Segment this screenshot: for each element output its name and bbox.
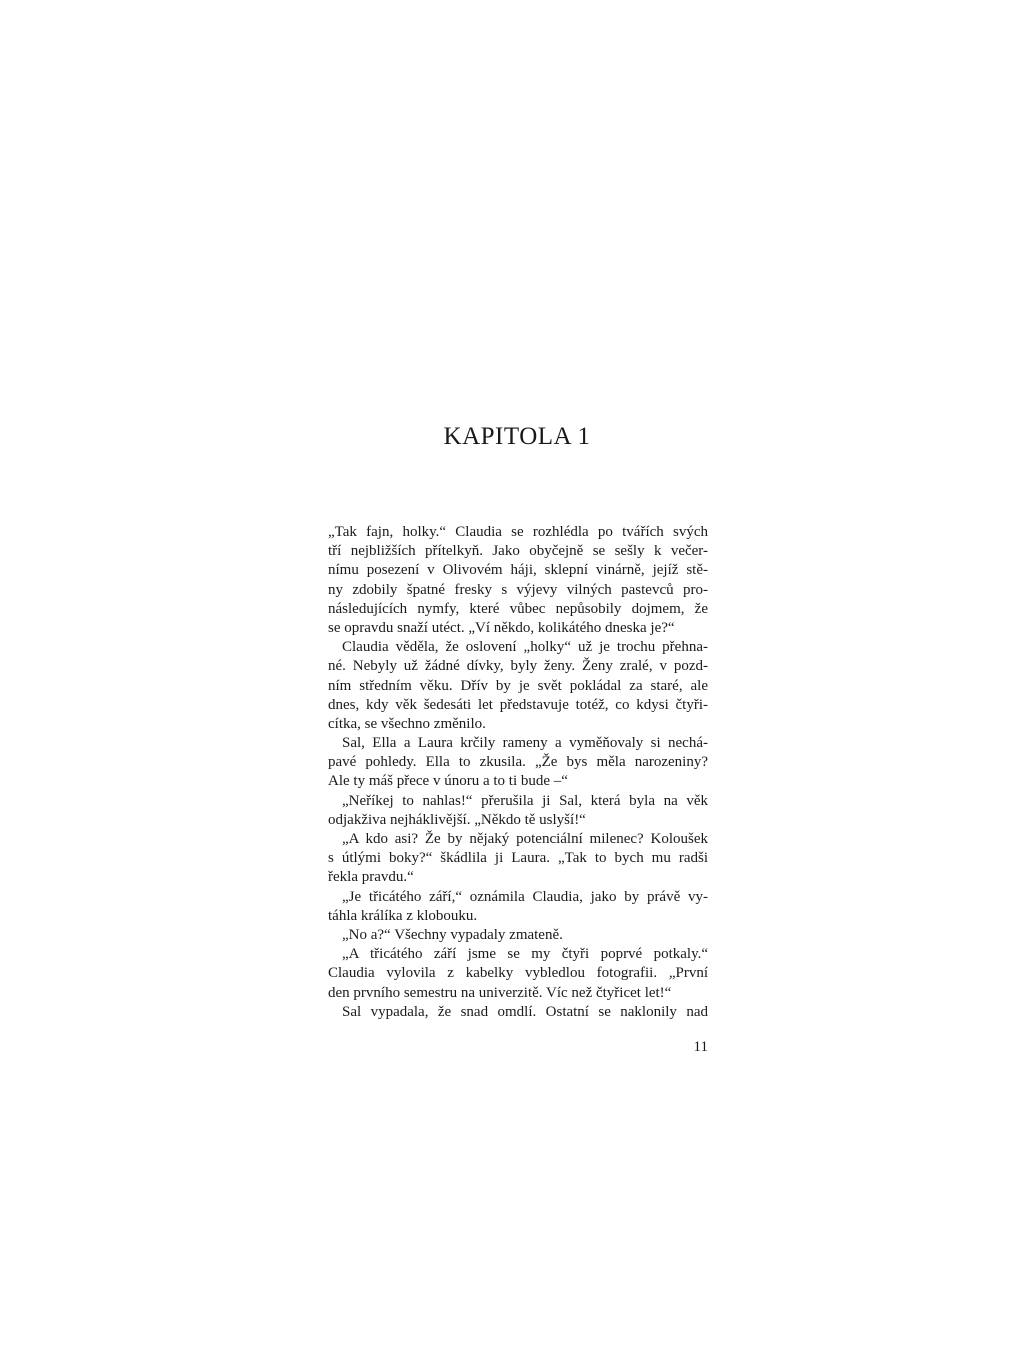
text-line: Claudia věděla, že oslovení „holky“ už je trochu přehna- bbox=[342, 639, 708, 656]
page-number: 11 bbox=[693, 1039, 708, 1055]
text-line: ny zdobily špatné fresky s výjevy vilných pastevců pro- bbox=[328, 581, 708, 598]
text-line: ním středním věku. Dřív by je svět pokládal za staré, ale bbox=[328, 677, 708, 694]
text-line: následujících nymfy, které vůbec nepůsobily dojmem, že bbox=[328, 600, 708, 617]
text-line: „No a?“ Všechny vypadaly zmateně. bbox=[342, 926, 563, 943]
text-line: Sal, Ella a Laura krčily rameny a vyměňovaly si nechá- bbox=[342, 735, 708, 752]
text-line: „Je třicátého září,“ oznámila Claudia, jako by právě vy- bbox=[342, 888, 708, 905]
text-line: tří nejbližších přítelkyň. Jako obyčejně se sešly k večer- bbox=[328, 543, 708, 560]
text-line: „A kdo asi? Že by nějaký potenciální milenec? Koloušek bbox=[342, 831, 708, 847]
chapter-body-text bbox=[328, 523, 708, 1022]
text-line: dnes, kdy věk šedesáti let představuje totéž, co kdysi čtyři- bbox=[328, 696, 708, 713]
text-line: den prvního semestru na univerzitě. Víc než čtyřicet let!“ bbox=[328, 984, 672, 1001]
text-line: Ale ty máš přece v únoru a to ti bude –“ bbox=[328, 773, 568, 790]
text-line: cítka, se všechno změnilo. bbox=[328, 715, 486, 732]
text-line: táhla králíka z klobouku. bbox=[328, 907, 478, 924]
text-line: „Neříkej to nahlas!“ přerušila ji Sal, která byla na věk bbox=[342, 792, 708, 809]
text-line: né. Nebyly už žádné dívky, byly ženy. Ženy zralé, v pozd- bbox=[328, 658, 708, 675]
text-line: „Tak fajn, holky.“ Claudia se rozhlédla po tvářích svých bbox=[328, 524, 708, 540]
text-line: nímu posezení v Olivovém háji, sklepní vinárně, jejíž stě- bbox=[328, 562, 708, 579]
text-line: s útlými boky?“ škádlila ji Laura. „Tak to bych mu radši bbox=[328, 850, 708, 867]
text-line: Sal vypadala, že snad omdlí. Ostatní se naklonily nad bbox=[342, 1003, 708, 1020]
text-line: „A třicátého září jsme se my čtyři poprvé potkaly.“ bbox=[342, 946, 708, 963]
text-line: se opravdu snaží utéct. „Ví někdo, kolikátého dneska je?“ bbox=[328, 619, 675, 636]
text-line: Claudia vylovila z kabelky vybledlou fotografii. „První bbox=[328, 965, 708, 982]
text-line: odjakživa nejháklivější. „Někdo tě uslyší!“ bbox=[328, 811, 586, 828]
chapter-title: KAPITOLA 1 bbox=[443, 423, 591, 450]
text-line: pavé pohledy. Ella to zkusila. „Že bys měla narozeniny? bbox=[328, 754, 708, 771]
text-line: řekla pravdu.“ bbox=[328, 869, 414, 886]
